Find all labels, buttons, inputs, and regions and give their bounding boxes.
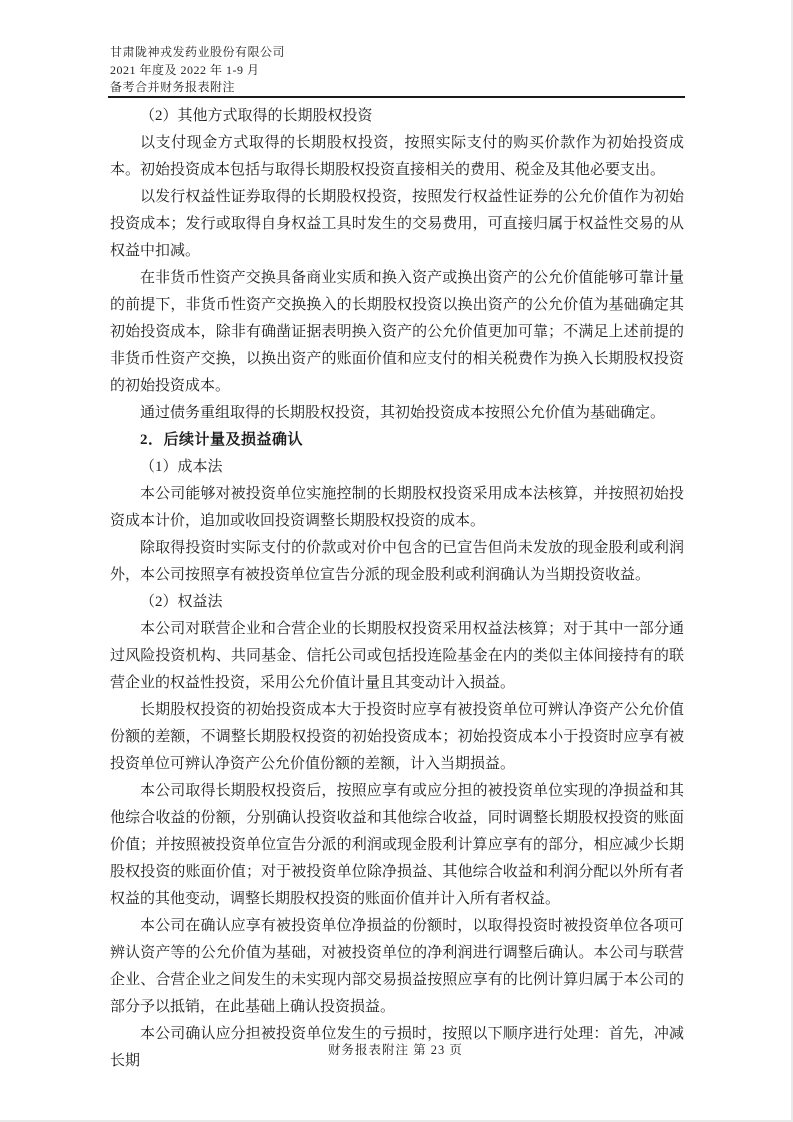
paragraph: 以支付现金方式取得的长期股权投资，按照实际支付的购买价款作为初始投资成本。初始投资成本包括与取得长期股权投资直接相关的费用、税金及其他必要支出。 [110, 135, 684, 178]
document-header [110, 44, 686, 97]
page-footer [0, 1040, 791, 1058]
paragraph: 本公司取得长期股权投资后，按照应享有或应分担的被投资单位实现的净损益和其他综合收益的份额，分别确认投资收益和其他综合收益，同时调整长期股权投资的账面价值；并按照被投资单位宣告分派的利润或现金股利计算应享有的部分，相应减少长期股权投资的账面价值；对于被投资单位除净损益、其他综合收益和利润分配以外所有者权益的其他变动，调整长期股权投资的账面价值并计入所有者权益。 [110, 783, 684, 907]
header-report-period: 2021 年度及 2022 年 1-9 月 [110, 62, 260, 77]
paragraph: 本公司对联营企业和合营企业的长期股权投资采用权益法核算；对于其中一部分通过风险投资机构、共同基金、信托公司或包括投连险基金在内的类似主体间接持有的联营企业的权益性投资，采用公允价值计量且其变动计入损益。 [110, 621, 684, 691]
paragraph: 本公司能够对被投资单位实施控制的长期股权投资采用成本法核算，并按照初始投资成本计价，追加或收回投资调整长期股权投资的成本。 [110, 486, 684, 529]
paragraph: 以发行权益性证券取得的长期股权投资，按照发行权益性证券的公允价值作为初始投资成本；发行或取得自身权益工具时发生的交易费用，可直接归属于权益性交易的从权益中扣减。 [110, 189, 684, 259]
paragraph: 除取得投资时实际支付的价款或对价中包含的已宣告但尚未发放的现金股利或利润外，本公司按照享有被投资单位宣告分派的现金股利或利润确认为当期投资收益。 [110, 540, 684, 583]
paragraph: 长期股权投资的初始投资成本大于投资时应享有被投资单位可辨认净资产公允价值份额的差额，不调整长期股权投资的初始投资成本；初始投资成本小于投资时应享有被投资单位可辨认净资产公允价值份额的差额，计入当期损益。 [110, 702, 684, 772]
header-company-name: 甘肃陇神戎发药业股份有限公司 [110, 45, 286, 59]
subsection-heading: （1）成本法 [140, 459, 223, 475]
document-body [110, 103, 684, 1075]
paragraph: 在非货币性资产交换具备商业实质和换入资产或换出资产的公允价值能够可靠计量的前提下，非货币性资产交换换入的长期股权投资以换出资产的公允价值为基础确定其初始投资成本，除非有确凿证据表明换入资产的公允价值更加可靠；不满足上述前提的非货币性资产交换，以换出资产的账面价值和应支付的相关税费作为换入长期股权投资的初始投资成本。 [110, 270, 684, 394]
header-divider-rule [108, 96, 685, 98]
paragraph: 本公司在确认应享有被投资单位净损益的份额时，以取得投资时被投资单位各项可辨认资产等的公允价值为基础，对被投资单位的净利润进行调整后确认。本公司与联营企业、合营企业之间发生的未实现内部交易损益按照应享有的比例计算归属于本公司的部分予以抵销，在此基础上确认投资损益。 [110, 918, 684, 1015]
header-report-title: 备考合并财务报表附注 [110, 80, 236, 94]
subsection-heading: （2）其他方式取得的长期股权投资 [140, 108, 373, 124]
footer-page-number: 财务报表附注 第 23 页 [328, 1043, 463, 1057]
paragraph: 本公司确认应分担被投资单位发生的亏损时，按照以下顺序进行处理：首先，冲减长期 [110, 1026, 684, 1069]
subsection-heading: （2）权益法 [140, 594, 223, 610]
section-heading: 2．后续计量及损益确认 [140, 432, 304, 448]
paragraph: 通过债务重组取得的长期股权投资，其初始投资成本按照公允价值为基础确定。 [140, 405, 666, 421]
